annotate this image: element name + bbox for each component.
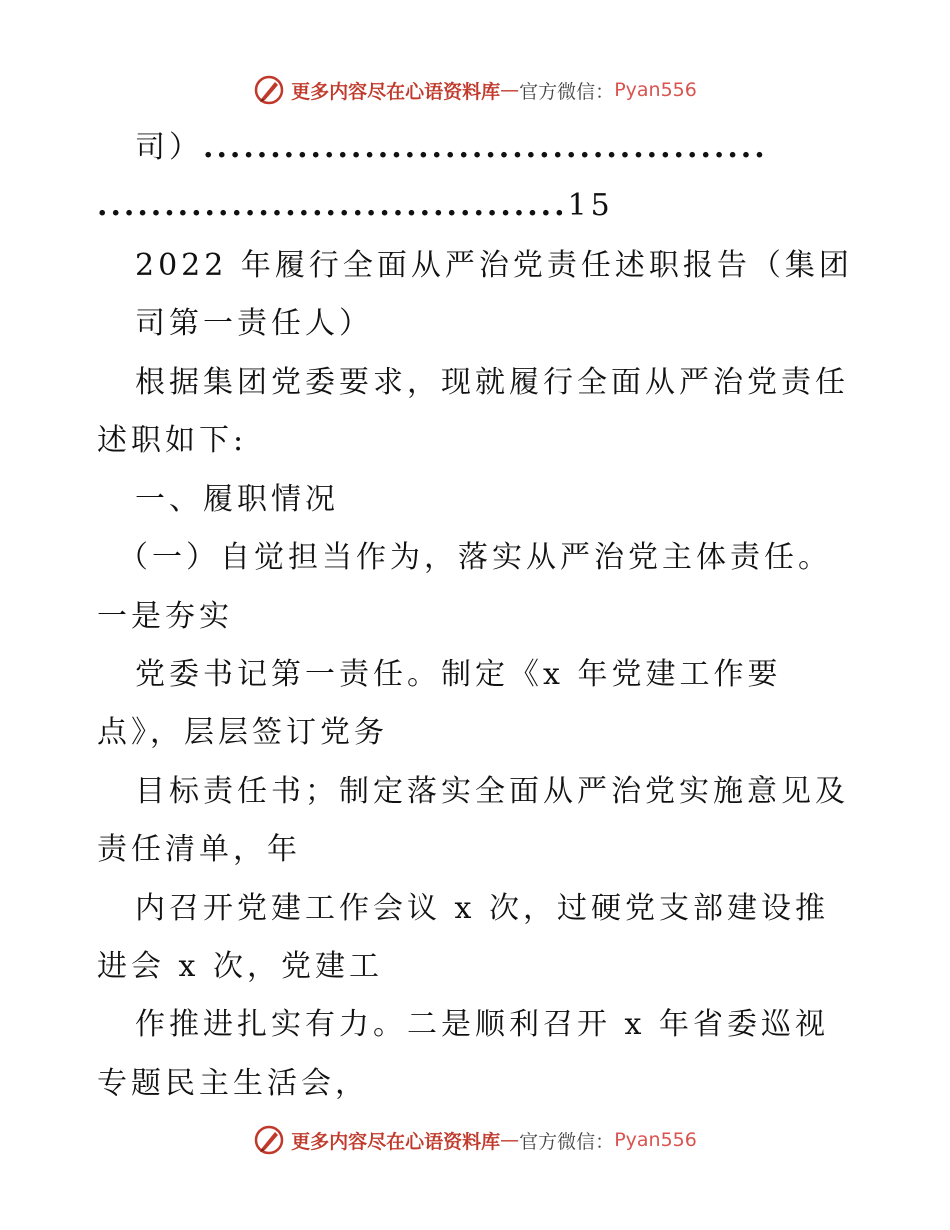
watermark-handle: Pyan556 <box>614 79 697 101</box>
paragraph-line: 一是夯实 <box>97 599 233 634</box>
quill-pen-icon <box>253 1124 285 1156</box>
toc-leader-dots: .......................................... <box>203 130 768 165</box>
subsection-heading: （一）自觉担当作为，落实从严治党主体责任。 <box>118 540 832 575</box>
paragraph-line: 专题民主生活会， <box>97 1066 369 1101</box>
toc-leader-dots: ................................... <box>97 188 568 223</box>
watermark-brand: 更多内容尽在心语资料库 <box>291 80 501 103</box>
toc-line-2 <box>97 186 614 226</box>
section-heading: 一、履职情况 <box>135 482 339 517</box>
paragraph-line: 作推进扎实有力。二是顺利召开 x 年省委巡视 <box>135 1007 829 1042</box>
paragraph-line: 点》，层层签订党务 <box>97 715 388 750</box>
toc-page-number: 15 <box>567 188 614 223</box>
report-title-line-1: 2022 年履行全面从严治党责任述职报告（集团 <box>135 248 853 283</box>
quill-pen-icon <box>253 74 285 106</box>
paragraph-line: 党委书记第一责任。制定《x 年党建工作要 <box>135 657 782 692</box>
header-watermark <box>0 70 950 110</box>
watermark-brand: 更多内容尽在心语资料库 <box>291 1130 501 1153</box>
paragraph-line: 内召开党建工作会议 x 次，过硬党支部建设推 <box>135 891 829 926</box>
paragraph-line: 目标责任书；制定落实全面从严治党实施意见及 <box>135 774 849 809</box>
report-title-line-2: 司第一责任人） <box>135 306 373 341</box>
paragraph-line: 根据集团党委要求，现就履行全面从严治党责任 <box>135 365 849 400</box>
paragraph-line: 进会 x 次，党建工 <box>97 949 383 984</box>
toc-entry-text: 司） <box>135 130 203 165</box>
watermark-separator: — <box>500 1129 520 1151</box>
watermark-separator: — <box>500 79 520 101</box>
watermark-handle: Pyan556 <box>614 1129 697 1151</box>
toc-line-1 <box>135 128 768 168</box>
paragraph-line: 述职如下: <box>97 423 248 458</box>
paragraph-line: 责任清单，年 <box>97 832 301 867</box>
watermark-label: 官方微信： <box>519 80 615 103</box>
watermark-label: 官方微信： <box>519 1130 615 1153</box>
footer-watermark <box>0 1120 950 1160</box>
